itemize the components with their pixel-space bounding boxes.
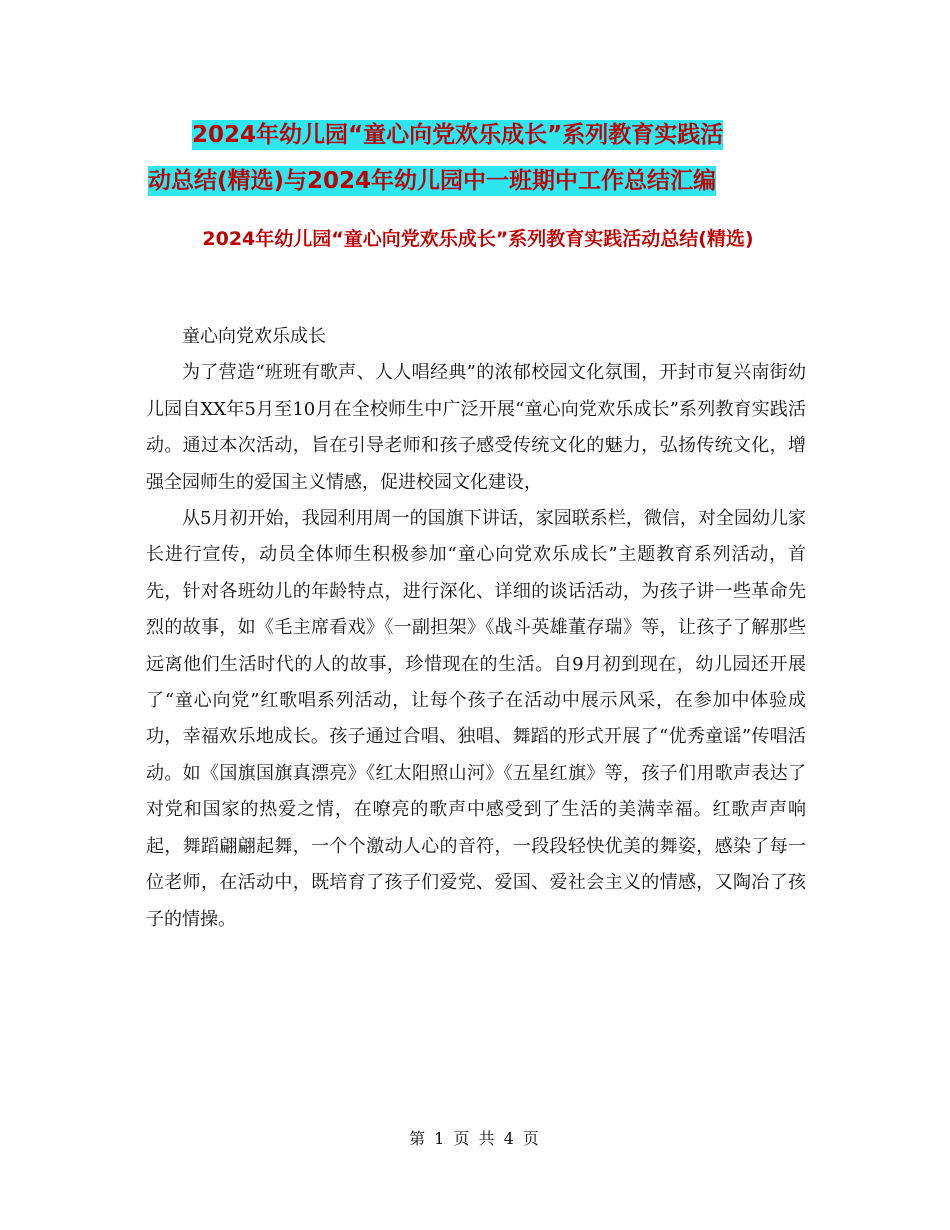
paragraph: 从5月初开始，我园利用周一的国旗下讲话，家园联系栏，微信，对全园幼儿家长进行宣传，动员全体师生积极参加“童心向党欢乐成长”主题教育系列活动，首先，针对各班幼儿的年龄特点，进行深化、详细的谈话活动，为孩子讲一些革命先烈的故事，如《毛主席看戏》《一副担架》《战斗英雄董存瑞》等，让孩子了解那些远离他们生活时代的人的故事，珍惜现在的生活。自9月初到现在，幼儿园还开展了“童心向党”红歌唱系列活动，让每个孩子在活动中展示风采，在参加中体验成功，幸福欢乐地成长。孩子通过合唱、独唱、舞蹈的形式开展了“优秀童谣”传唱活动。如《国旗国旗真漂亮》《红太阳照山河》《五星红旗》等，孩子们用歌声表达了对党和国家的热爱之情，在嘹亮的歌声中感受到了生活的美满幸福。红歌声声响起，舞蹈翩翩起舞，一个个激动人心的音符，一段段轻快优美的舞姿，感染了每一位老师，在活动中，既培育了孩子们爱党、爱国、爱社会主义的情感，又陶冶了孩子的情操。 — [146, 508, 806, 930]
page-footer: 第 1 页 共 4 页 — [409, 1129, 541, 1148]
title-line-1: 2024年幼儿园“童心向党欢乐成长”系列教育实践活 — [192, 122, 724, 148]
paragraph: 为了营造“班班有歌声、人人唱经典”的浓郁校园文化氛围，开封市复兴南街幼儿园自XX年5月至10月在全校师生中广泛开展“童心向党欢乐成长”系列教育实践活动。通过本次活动，旨在引导老师和孩子感受传统文化的魅力，弘扬传统文化，增强全园师生的爱国主义情感，促进校园文化建设， — [146, 362, 806, 493]
section-title: 2024年幼儿园“童心向党欢乐成长”系列教育实践活动总结(精选) — [202, 228, 754, 250]
document-title — [148, 112, 828, 204]
paragraph-heading: 童心向党欢乐成长 — [182, 326, 326, 347]
title-line-2: 动总结(精选)与2024年幼儿园中一班期中工作总结汇编 — [148, 168, 717, 194]
body-text — [146, 319, 806, 938]
